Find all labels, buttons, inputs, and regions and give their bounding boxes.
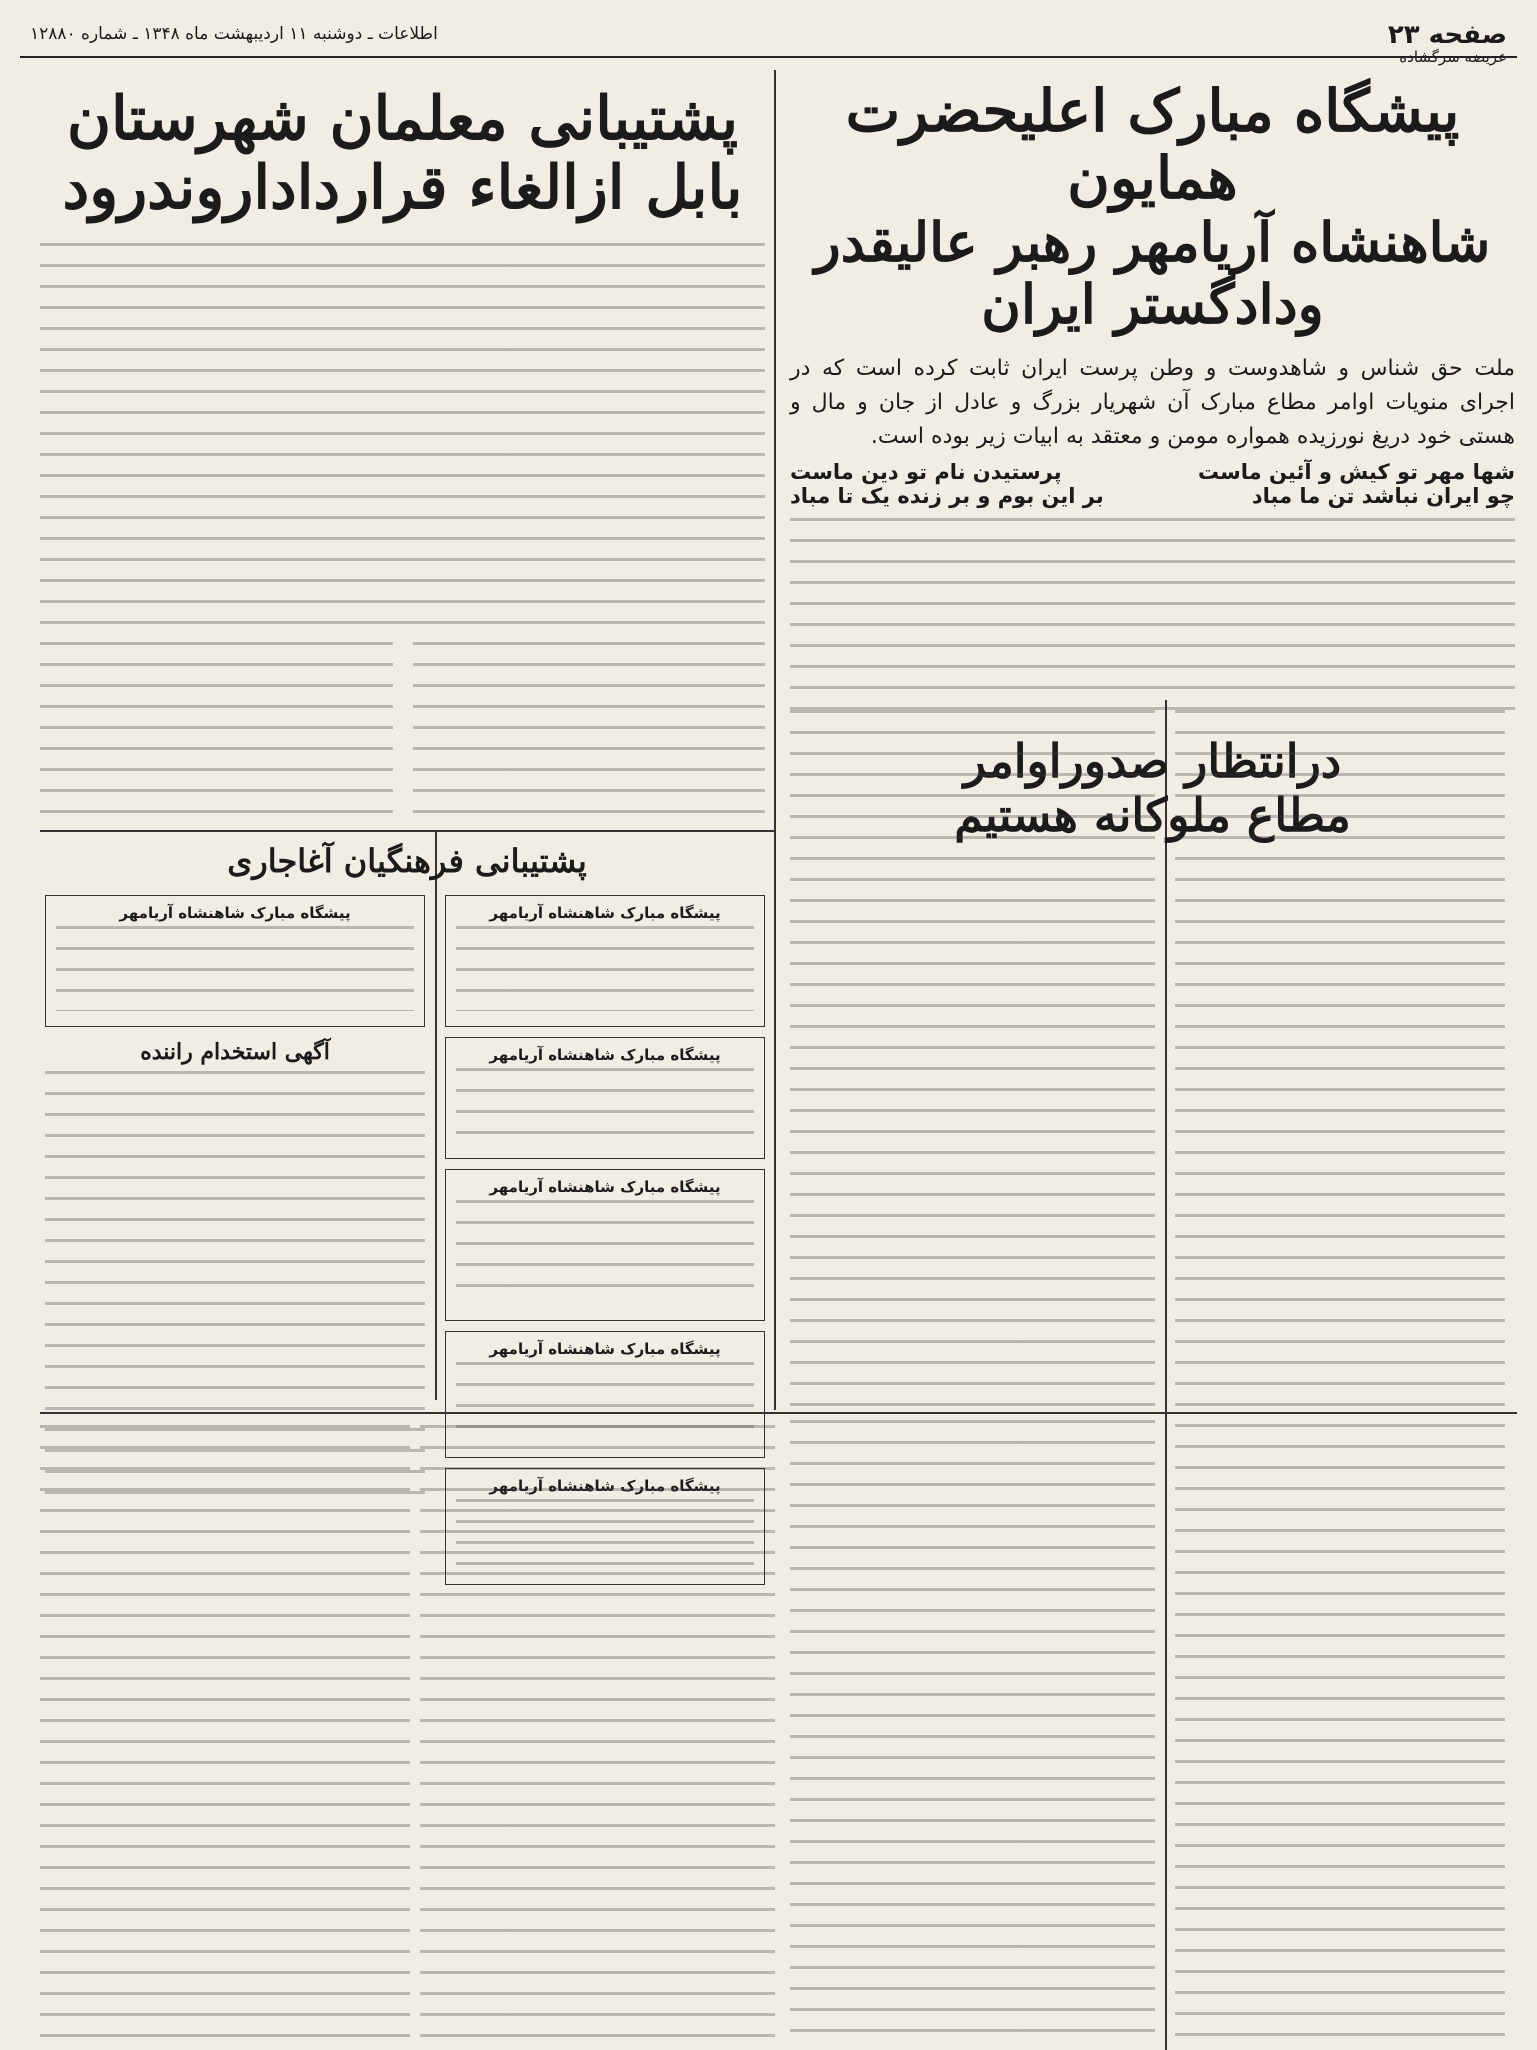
illegible-paragraph <box>40 243 765 628</box>
names-column <box>40 642 393 817</box>
notice <box>45 895 425 1027</box>
notice-body <box>456 926 754 1011</box>
notice <box>445 1037 765 1159</box>
notice <box>445 1169 765 1321</box>
right-subheadline-2: مطاع ملوکانه هستیم <box>954 787 1351 842</box>
poem-line: بر این بوم و بر زنده یک تا مباد <box>790 483 1104 508</box>
right-subheadline-1: درانتظار صدوراوامر <box>963 733 1342 788</box>
left-article <box>40 85 765 817</box>
notice-body <box>456 1200 754 1305</box>
page-number: صفحه ۲۳ <box>1387 20 1507 50</box>
column-divider <box>774 70 776 1410</box>
poem-line: شها مهر تو کیش و آئین ماست <box>1197 459 1515 484</box>
notice-heading: پیشگاه مبارک شاهنشاه آریامهر <box>489 1046 721 1064</box>
poem <box>790 460 1515 484</box>
notice-body <box>456 1068 754 1143</box>
notice-heading: پیشگاه مبارک شاهنشاه آریامهر <box>119 904 351 922</box>
issue-info: اطلاعات ـ دوشنبه ۱۱ اردیبهشت ماه ۱۳۴۸ ـ شماره ۱۲۸۸۰ <box>30 24 438 44</box>
column-divider <box>435 830 437 1400</box>
aghajari-section <box>40 842 774 880</box>
page-header <box>20 14 1517 66</box>
names-list <box>40 1425 410 2040</box>
names-column <box>413 642 766 817</box>
notice-body <box>56 926 414 1011</box>
names-list <box>790 1420 1155 2040</box>
section-divider <box>40 830 774 832</box>
illegible-paragraph <box>790 518 1515 728</box>
right-headline-3: ودادگستر ایران <box>981 272 1324 337</box>
column-divider <box>1165 700 1167 2050</box>
notice-heading: پیشگاه مبارک شاهنشاه آریامهر <box>489 1477 721 1495</box>
left-headline-2: بابل ازالغاء قرارداداروندرود <box>62 153 743 223</box>
aghajari-heading: پشتیبانی فرهنگیان آغاجاری <box>227 842 587 880</box>
names-list <box>1175 710 1505 2040</box>
names-list <box>790 710 1155 1410</box>
notice-heading: پیشگاه مبارک شاهنشاه آریامهر <box>489 1340 721 1358</box>
right-headline-2: شاهنشاه آریامهر رهبر عالیقدر <box>814 210 1491 275</box>
right-headline-1: پیشگاه مبارک اعلیحضرت همایون <box>845 77 1460 212</box>
names-list <box>420 1425 775 2040</box>
poem <box>790 484 1515 508</box>
poem-line: پرستیدن نام تو دین ماست <box>790 459 1062 484</box>
notice-heading: پیشگاه مبارک شاهنشاه آریامهر <box>489 904 721 922</box>
principals-list <box>40 642 765 817</box>
notice <box>445 895 765 1027</box>
ad-heading: آگهی استخدام راننده <box>140 1039 330 1065</box>
right-intro: ملت حق شناس و شاهدوست و وطن پرست ایران ثابت کرده است که در اجرای منویات اوامر مطاع مبارک آن شهریار بزرگ و عادل از جان و مال و هستی خود دریغ نورزیده همواره مومن و معتقد به ابیات زیر بوده است. <box>790 355 1515 449</box>
poem-line: چو ایران نباشد تن ما مباد <box>1251 483 1515 508</box>
left-headline-1: پشتیبانی معلمان شهرستان <box>66 84 739 154</box>
notice-heading: پیشگاه مبارک شاهنشاه آریامهر <box>489 1178 721 1196</box>
header-subtitle: عریضه سرگشاده <box>1399 48 1507 66</box>
left-small-column <box>45 895 425 1511</box>
